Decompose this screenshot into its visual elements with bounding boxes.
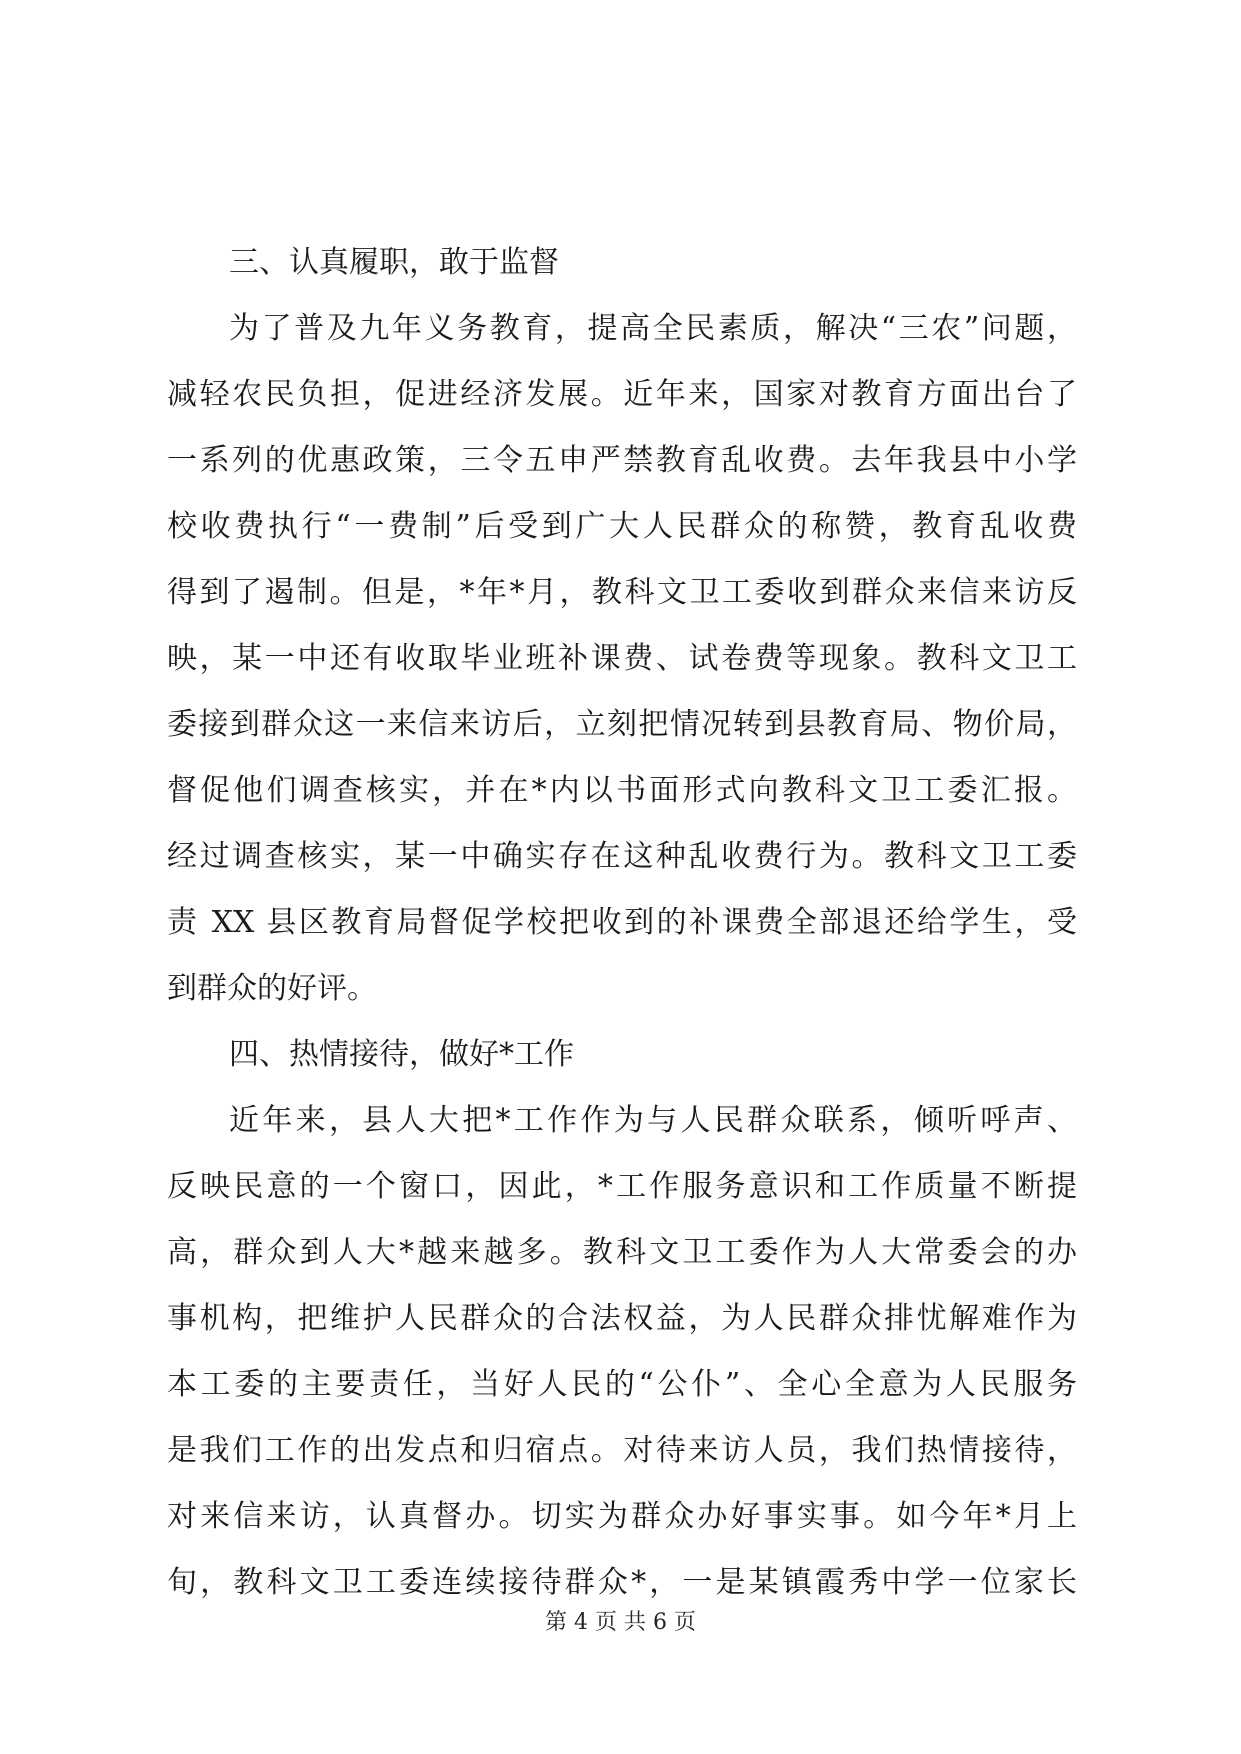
paragraph-line: 校收费执行“一费制”后受到广大人民群众的称赞，教育乱收费 (167, 509, 1077, 544)
paragraph-line: 得到了遏制。但是，*年*月，教科文卫工委收到群众来信来访反 (167, 575, 1077, 610)
paragraph-line: 高，群众到人大*越来越多。教科文卫工委作为人大常委会的办 (167, 1235, 1077, 1270)
paragraph-line: 反映民意的一个窗口，因此，*工作服务意识和工作质量不断提 (167, 1169, 1077, 1204)
section-heading-4: 四、热情接待，做好*工作 (229, 1037, 574, 1072)
section-heading-3: 三、认真履职，敢于监督 (229, 245, 559, 280)
paragraph-line: 对来信来访，认真督办。切实为群众办好事实事。如今年*月上 (167, 1499, 1077, 1534)
paragraph-line: 一系列的优惠政策，三令五申严禁教育乱收费。去年我县中小学 (167, 443, 1077, 478)
paragraph-line: 责 XX 县区教育局督促学校把收到的补课费全部退还给学生，受 (167, 905, 1077, 940)
paragraph-line: 为了普及九年义务教育，提高全民素质，解决“三农”问题， (229, 311, 1077, 346)
paragraph-line: 是我们工作的出发点和归宿点。对待来访人员，我们热情接待， (167, 1433, 1077, 1468)
paragraph-line: 本工委的主要责任，当好人民的“公仆”、全心全意为人民服务 (167, 1367, 1077, 1402)
paragraph-line: 映，某一中还有收取毕业班补课费、试卷费等现象。教科文卫工 (167, 641, 1077, 676)
paragraph-line: 事机构，把维护人民群众的合法权益，为人民群众排忧解难作为 (167, 1301, 1077, 1336)
paragraph-line: 督促他们调查核实，并在*内以书面形式向教科文卫工委汇报。 (167, 773, 1077, 808)
paragraph-line: 经过调查核实，某一中确实存在这种乱收费行为。教科文卫工委 (167, 839, 1077, 874)
paragraph-line: 近年来，县人大把*工作作为与人民群众联系，倾听呼声、 (229, 1103, 1077, 1138)
page-number-footer: 第 4 页 共 6 页 (545, 1610, 696, 1635)
paragraph-line: 委接到群众这一来信来访后，立刻把情况转到县教育局、物价局， (167, 707, 1077, 742)
paragraph-line: 减轻农民负担，促进经济发展。近年来，国家对教育方面出台了 (167, 377, 1077, 412)
paragraph-line: 到群众的好评。 (167, 971, 377, 1006)
paragraph-line: 旬，教科文卫工委连续接待群众*，一是某镇霞秀中学一位家长 (167, 1565, 1077, 1600)
document-body (167, 230, 1077, 1616)
